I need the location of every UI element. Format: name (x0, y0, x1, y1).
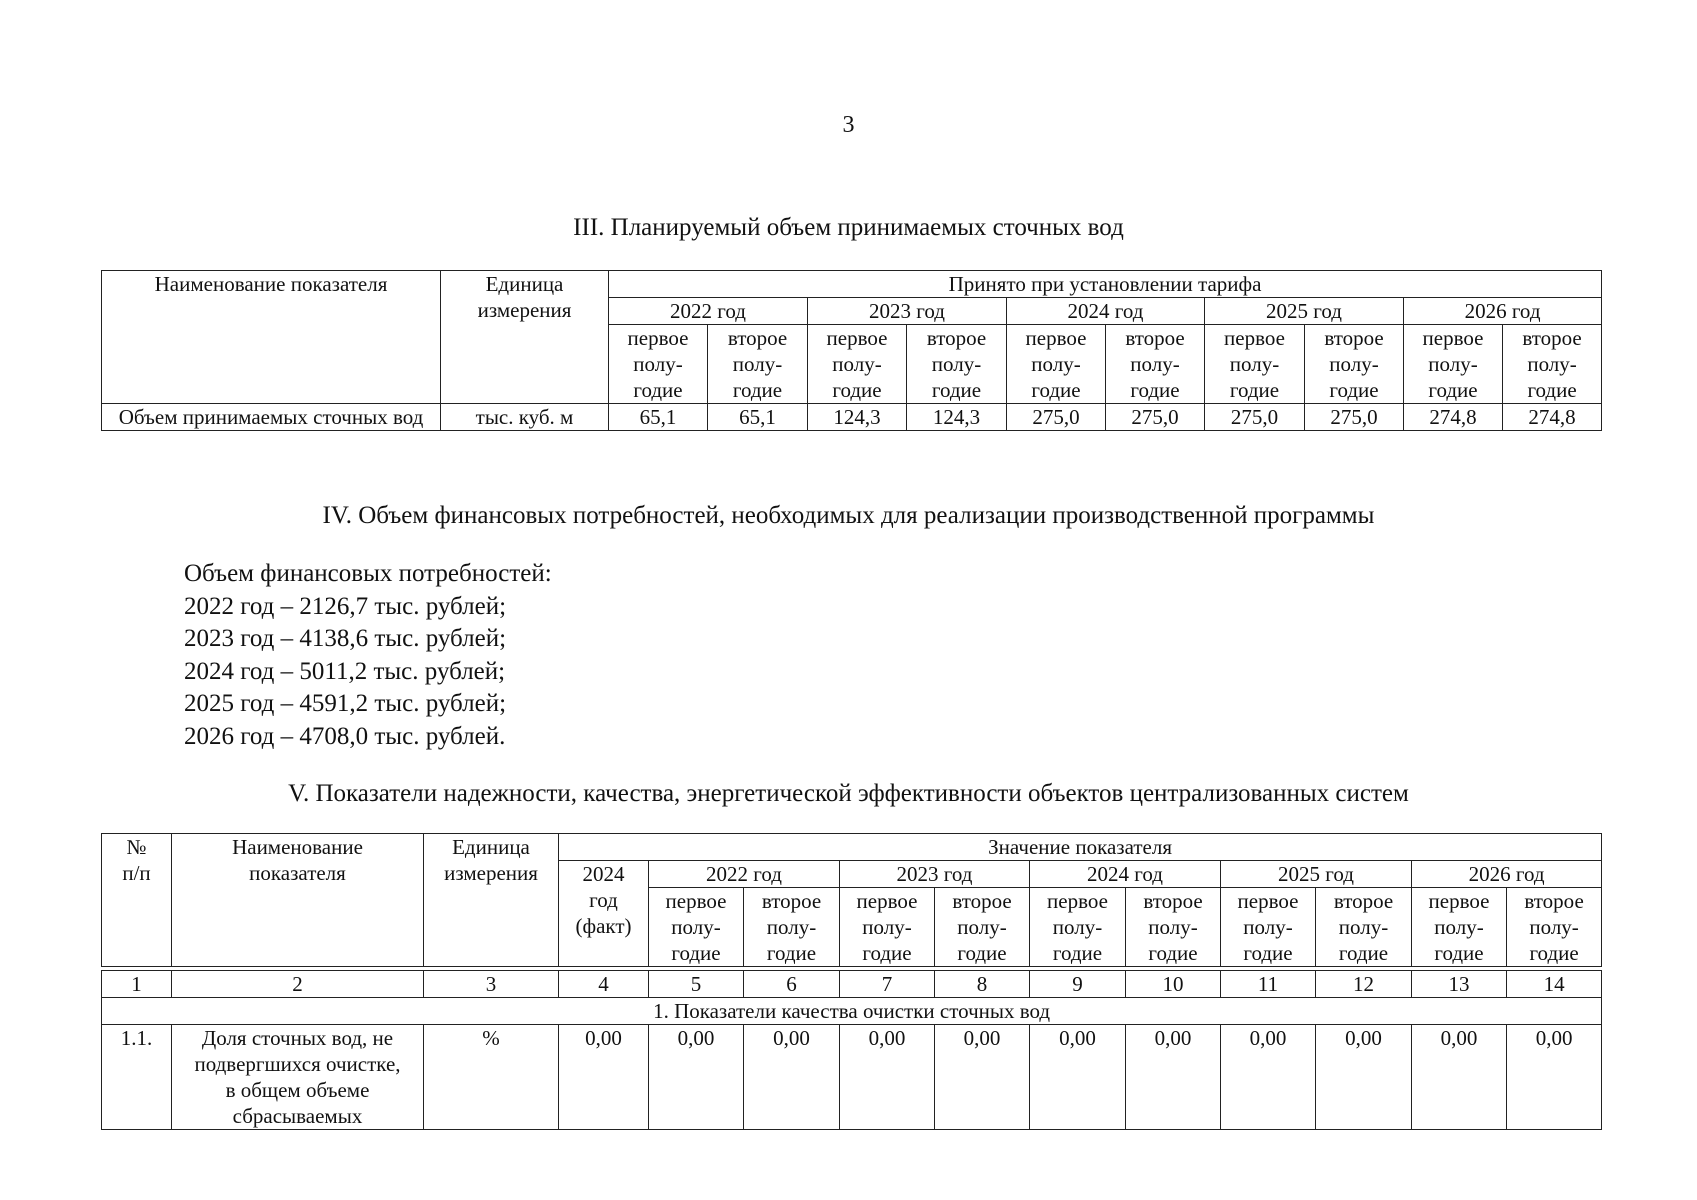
row-unit: тыс. куб. м (441, 404, 609, 431)
header-fact-2024: 2024 год (факт) (559, 861, 649, 967)
value-cell: 275,0 (1106, 404, 1205, 431)
half-second: второе полу- годие (1126, 888, 1221, 967)
group-title: 1. Показатели качества очистки сточных вод (102, 998, 1602, 1025)
header-unit: Единица измерения (424, 834, 559, 967)
column-number: 11 (1221, 971, 1316, 998)
year-2024: 2024 год (1030, 861, 1221, 888)
value-cell: 275,0 (1007, 404, 1106, 431)
column-number: 10 (1126, 971, 1221, 998)
section-4-title: IV. Объем финансовых потребностей, необходимых для реализации производственной программы (322, 502, 1375, 529)
value-cell: 65,1 (609, 404, 708, 431)
finance-list (184, 558, 552, 754)
half-second: второе полу- годие (1106, 325, 1205, 404)
column-number: 1 (102, 971, 172, 998)
year-2024: 2024 год (1007, 298, 1205, 325)
value-cell: 124,3 (907, 404, 1007, 431)
value-cell: 0,00 (1316, 1025, 1412, 1130)
half-first: первое полу- годие (808, 325, 907, 404)
finance-line: 2026 год – 4708,0 тыс. рублей. (184, 722, 506, 750)
half-second: второе полу- годие (1316, 888, 1412, 967)
header-unit: Единица измерения (441, 271, 609, 404)
value-cell: 275,0 (1205, 404, 1305, 431)
half-first: первое полу- годие (1221, 888, 1316, 967)
half-first: первое полу- годие (1404, 325, 1503, 404)
value-cell: 0,00 (840, 1025, 935, 1130)
reliability-indicators-table (101, 833, 1602, 1130)
wastewater-volume-table (101, 270, 1602, 431)
half-first: первое полу- годие (649, 888, 744, 967)
year-2023: 2023 год (808, 298, 1007, 325)
value-cell: 0,00 (1412, 1025, 1507, 1130)
value-cell: 0,00 (649, 1025, 744, 1130)
value-cell: 124,3 (808, 404, 907, 431)
year-2022: 2022 год (649, 861, 840, 888)
half-first: первое полу- годие (609, 325, 708, 404)
value-cell: 65,1 (708, 404, 808, 431)
finance-line: 2023 год – 4138,6 тыс. рублей; (184, 625, 507, 653)
column-number: 5 (649, 971, 744, 998)
column-number: 3 (424, 971, 559, 998)
column-number: 14 (1507, 971, 1602, 998)
year-2026: 2026 год (1404, 298, 1602, 325)
half-second: второе полу- годие (907, 325, 1007, 404)
value-cell: 0,00 (1126, 1025, 1221, 1130)
table3-header-row-1 (102, 271, 1602, 298)
column-number: 2 (172, 971, 424, 998)
half-first: первое полу- годие (1007, 325, 1106, 404)
column-number: 12 (1316, 971, 1412, 998)
finance-intro: Объем финансовых потребностей: (184, 560, 552, 587)
header-value: Значение показателя (559, 834, 1602, 861)
row-unit: % (424, 1025, 559, 1130)
header-accepted: Принято при установлении тарифа (609, 271, 1602, 298)
value-cell: 0,00 (1221, 1025, 1316, 1130)
column-numbers-row (102, 971, 1602, 998)
finance-line: 2022 год – 2126,7 тыс. рублей; (184, 592, 507, 620)
value-cell: 274,8 (1404, 404, 1503, 431)
year-2025: 2025 год (1221, 861, 1412, 888)
half-first: первое полу- годие (1205, 325, 1305, 404)
header-name: Наименование показателя (172, 834, 424, 967)
value-cell: 0,00 (1507, 1025, 1602, 1130)
column-number: 6 (744, 971, 840, 998)
section-5-title: V. Показатели надежности, качества, энергетической эффективности объектов централизованных систем (288, 780, 1409, 807)
half-second: второе полу- годие (1503, 325, 1602, 404)
half-first: первое полу- годие (1030, 888, 1126, 967)
value-cell: 0,00 (744, 1025, 840, 1130)
value-cell: 0,00 (559, 1025, 649, 1130)
section-3-title: III. Планируемый объем принимаемых сточных вод (573, 214, 1124, 241)
column-number: 7 (840, 971, 935, 998)
table-row (102, 1025, 1602, 1130)
year-2026: 2026 год (1412, 861, 1602, 888)
page-number: 3 (842, 112, 855, 138)
group-row (102, 998, 1602, 1025)
value-cell: 274,8 (1503, 404, 1602, 431)
finance-line: 2025 год – 4591,2 тыс. рублей; (184, 690, 507, 718)
row-number: 1.1. (102, 1025, 172, 1130)
column-number: 9 (1030, 971, 1126, 998)
half-second: второе полу- годие (708, 325, 808, 404)
table5-header-row-1 (102, 834, 1602, 861)
column-number: 4 (559, 971, 649, 998)
half-second: второе полу- годие (935, 888, 1030, 967)
header-number: № п/п (102, 834, 172, 967)
row-name: Объем принимаемых сточных вод (102, 404, 441, 431)
finance-line: 2024 год – 5011,2 тыс. рублей; (184, 657, 506, 685)
year-2022: 2022 год (609, 298, 808, 325)
column-number: 8 (935, 971, 1030, 998)
value-cell: 0,00 (935, 1025, 1030, 1130)
row-name: Доля сточных вод, не подвергшихся очистке, в общем объеме сбрасываемых (172, 1025, 424, 1130)
half-first: первое полу- годие (840, 888, 935, 967)
table-row (102, 404, 1602, 431)
half-second: второе полу- годие (1507, 888, 1602, 967)
value-cell: 0,00 (1030, 1025, 1126, 1130)
year-2023: 2023 год (840, 861, 1030, 888)
value-cell: 275,0 (1305, 404, 1404, 431)
half-first: первое полу- годие (1412, 888, 1507, 967)
half-second: второе полу- годие (744, 888, 840, 967)
column-number: 13 (1412, 971, 1507, 998)
year-2025: 2025 год (1205, 298, 1404, 325)
header-indicator: Наименование показателя (102, 271, 441, 404)
half-second: второе полу- годие (1305, 325, 1404, 404)
